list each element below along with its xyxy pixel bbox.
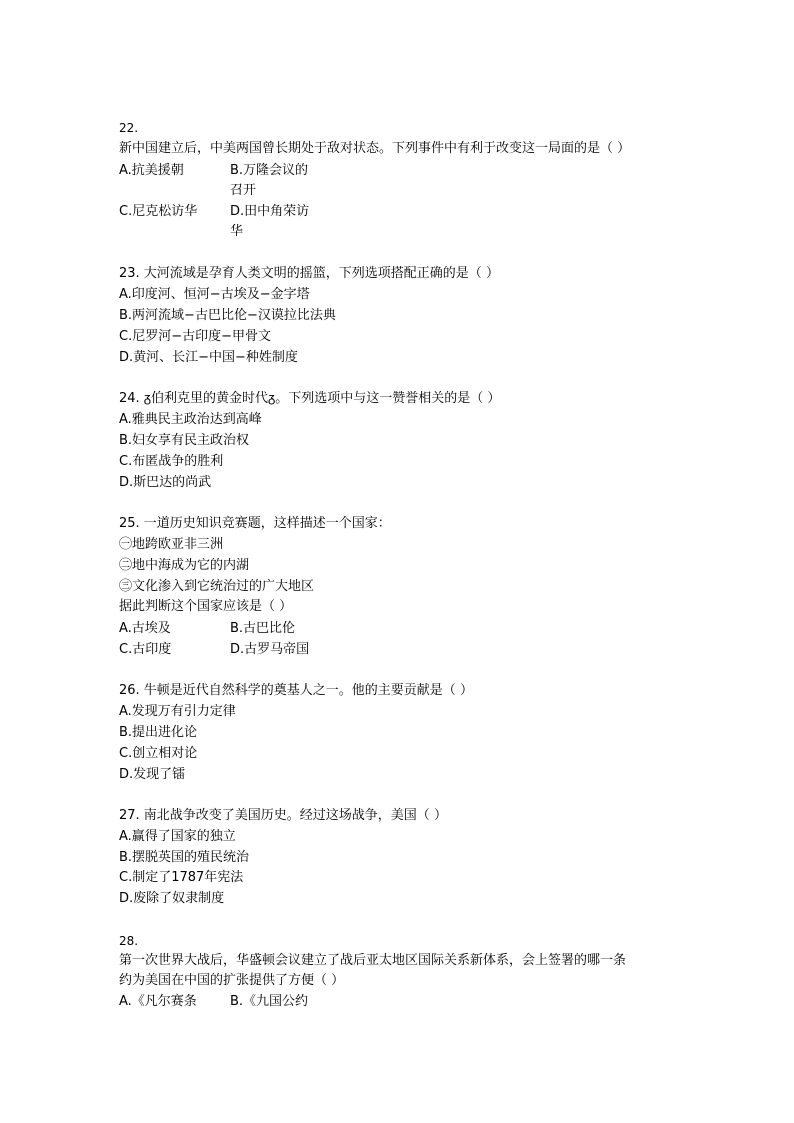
q22-option-d-line1: D.田中角荣访 [230, 204, 310, 219]
q22-stem: 新中国建立后，中美两国曾长期处于敌对状态。下列事件中有利于改变这一局面的是（ ） [119, 141, 631, 156]
q24-stem: 24. ᵹ伯利克里的黄金时代ᵹ。下列选项中与这一赞誉相关的是（ ） [119, 391, 501, 406]
q23-option-d: D.黄河、长江−中国−种姓制度 [119, 350, 298, 365]
q22-option-b-line2: 召开 [230, 183, 257, 198]
q22-option-d-line2: 华 [230, 224, 244, 239]
q28-option-a: A.《凡尔赛条 [119, 994, 197, 1009]
q27-stem: 27. 南北战争改变了美国历史。经过这场战争，美国（ ） [119, 808, 447, 823]
q26-option-c: C.创立相对论 [119, 746, 198, 761]
q22-option-b-line1: B.万隆会议的 [230, 163, 309, 178]
q25-stem: 25. 一道历史知识竞赛题，这样描述一个国家： [119, 516, 391, 531]
q28-option-b: B.《九国公约 [230, 994, 309, 1009]
q25-option-a: A.古埃及 [119, 621, 171, 636]
q25-option-c: C.古印度 [119, 642, 172, 657]
q24-option-d: D.斯巴达的尚武 [119, 475, 212, 490]
q28-stem-line1: 第一次世界大战后，华盛顿会议建立了战后亚太地区国际关系新体系，会上签署的哪一条 [119, 953, 627, 968]
q24-option-b: B.妇女享有民主政治权 [119, 433, 250, 448]
q24-option-c: C.布匿战争的胜利 [119, 454, 224, 469]
q25-option-b: B.古巴比伦 [230, 621, 296, 636]
q22-option-a: A.抗美援朝 [119, 163, 184, 178]
q25-clue-2: ㊁地中海成为它的内湖 [119, 558, 250, 573]
q28-number: 28. [119, 934, 139, 948]
q25-clue-1: ㊀地跨欧亚非三洲 [119, 537, 224, 552]
q26-option-a: A.发现万有引力定律 [119, 704, 236, 719]
q23-stem: 23. 大河流域是孕育人类文明的摇篮，下列选项搭配正确的是（ ） [119, 266, 499, 281]
q28-stem-line2: 约为美国在中国的扩张提供了方便（ ） [119, 973, 345, 988]
q26-option-d: D.发现了镭 [119, 767, 186, 782]
q25-question: 据此判断这个国家应该是（ ） [119, 599, 293, 614]
q27-option-b: B.摆脱英国的殖民统治 [119, 850, 250, 865]
q27-option-a: A.赢得了国家的独立 [119, 829, 236, 844]
q23-option-b: B.两河流域−古巴比伦−汉谟拉比法典 [119, 308, 336, 323]
q27-option-c: C.制定了1787年宪法 [119, 870, 244, 885]
q23-option-c: C.尼罗河−古印度−甲骨文 [119, 329, 271, 344]
q24-option-a: A.雅典民主政治达到高峰 [119, 412, 262, 427]
q26-option-b: B.提出进化论 [119, 725, 198, 740]
q25-option-d: D.古罗马帝国 [230, 642, 310, 657]
q27-option-d: D.废除了奴隶制度 [119, 891, 225, 906]
q26-stem: 26. 牛顿是近代自然科学的奠基人之一。他的主要贡献是（ ） [119, 683, 473, 698]
q23-option-a: A.印度河、恒河−古埃及−金字塔 [119, 287, 310, 302]
q22-number: 22. [119, 121, 139, 135]
q22-option-c: C.尼克松访华 [119, 204, 198, 219]
q25-clue-3: ㊂文化渗入到它统治过的广大地区 [119, 579, 315, 594]
